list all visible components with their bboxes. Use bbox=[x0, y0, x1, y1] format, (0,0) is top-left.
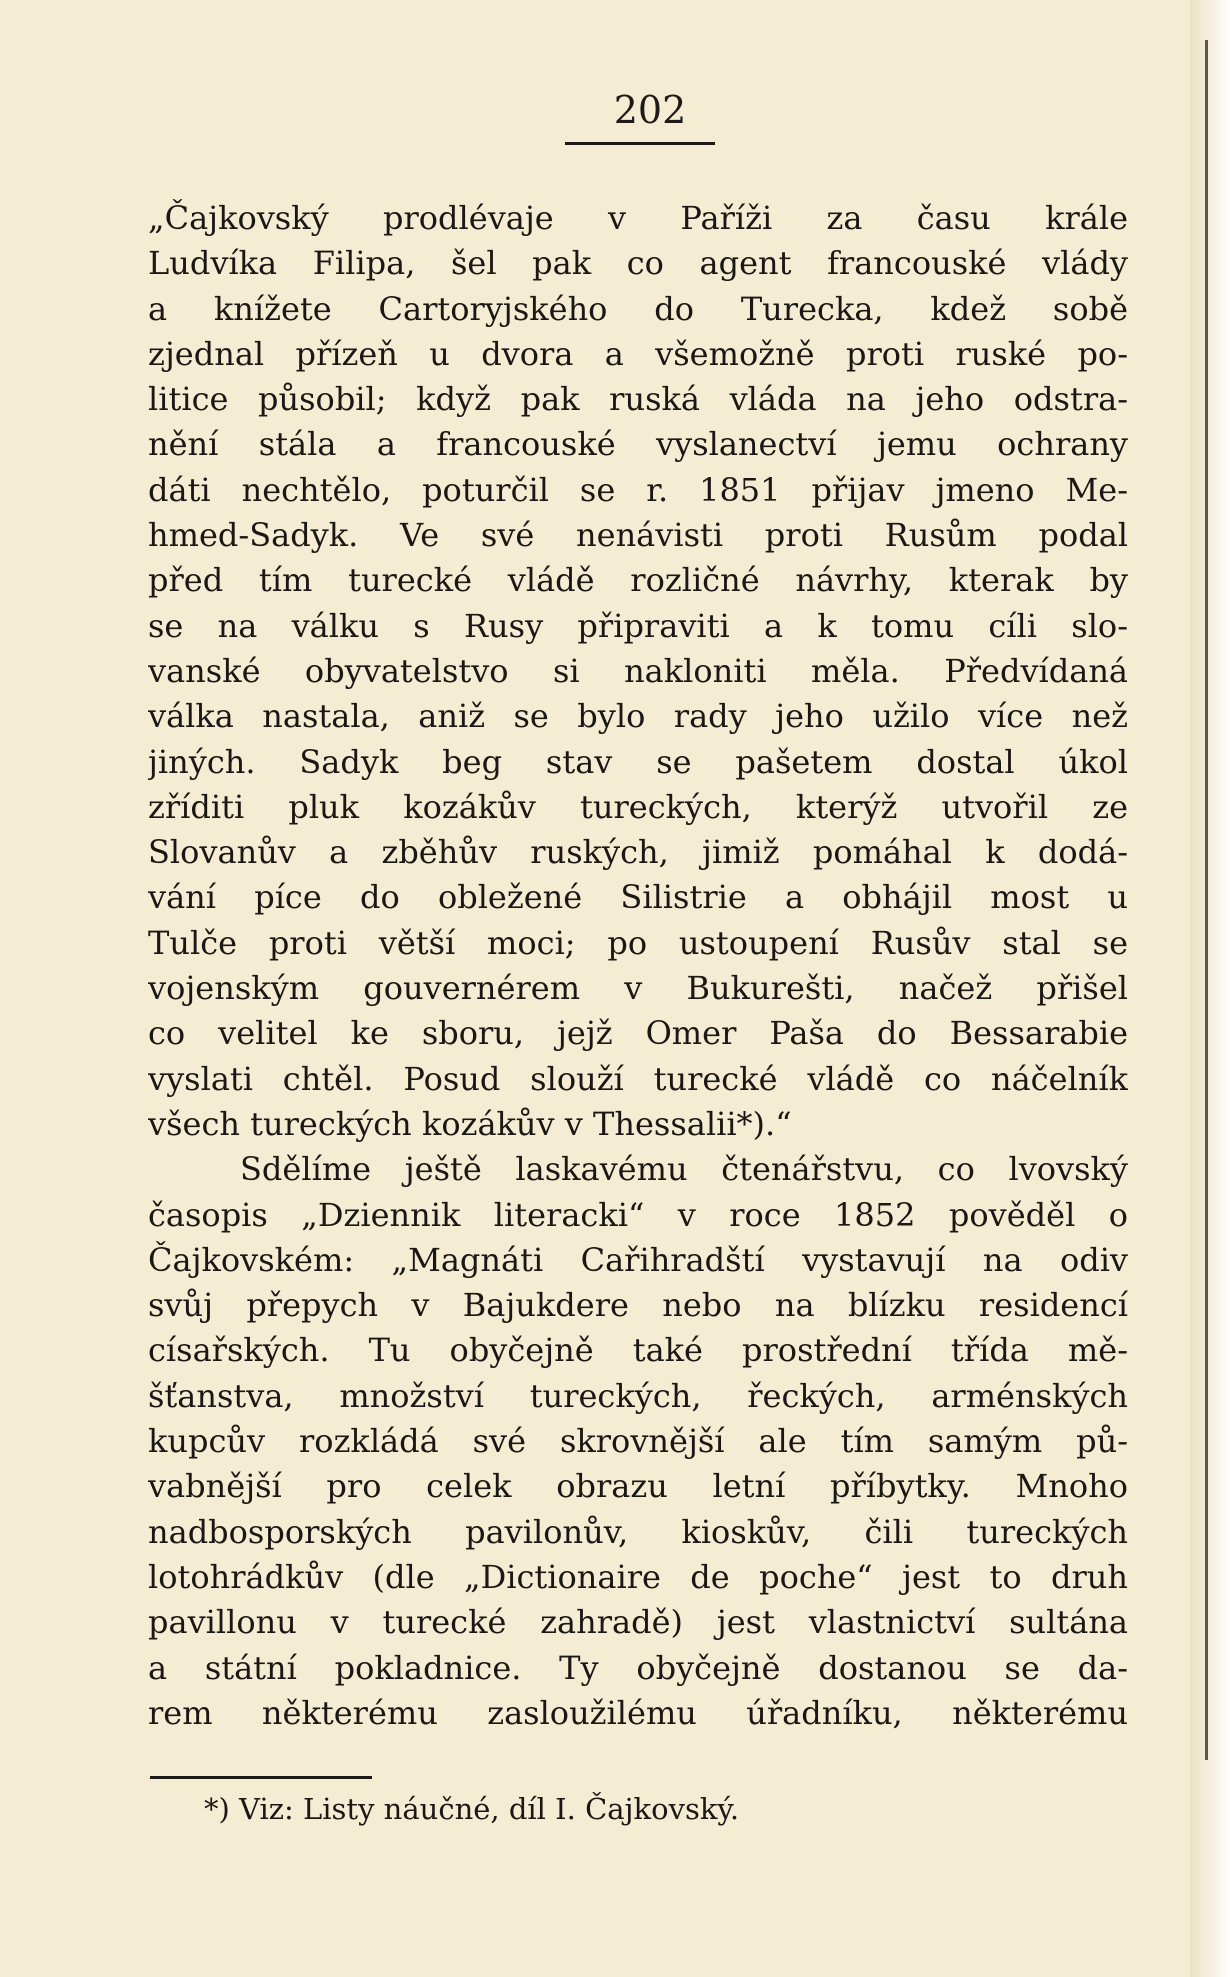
text-line: Slovanův a zběhův ruských, jimiž pomáhal k dodá- bbox=[148, 833, 1128, 872]
text-line: Sdělíme ještě laskavému čtenářstvu, co lvovský bbox=[240, 1150, 1128, 1189]
body-text bbox=[148, 196, 1128, 1736]
page-number: 202 bbox=[613, 88, 687, 132]
text-line: a knížete Cartoryjského do Turecka, kdež sobě bbox=[148, 289, 1128, 328]
text-line: vání píce do obležené Silistrie a obhájil most u bbox=[148, 878, 1128, 917]
text-line: vabnější pro celek obrazu letní příbytky. Mnoho bbox=[148, 1467, 1128, 1506]
text-line: před tím turecké vládě rozličné návrhy, kterak by bbox=[148, 561, 1128, 600]
text-line: se na válku s Rusy připraviti a k tomu cíli slo- bbox=[148, 606, 1128, 645]
text-line: rem některému zasloužilému úřadníku, některému bbox=[148, 1693, 1128, 1732]
text-line: vyslati chtěl. Posud slouží turecké vládě co náčelník bbox=[148, 1059, 1128, 1098]
text-line: vojenským gouvernérem v Bukurešti, načež přišel bbox=[148, 969, 1128, 1008]
text-line: jiných. Sadyk beg stav se pašetem dostal úkol bbox=[148, 742, 1128, 781]
text-line: dáti nechtělo, poturčil se r. 1851 přijav jmeno Me- bbox=[148, 470, 1128, 509]
text-line: nadbosporských pavilonův, kioskův, čili tureckých bbox=[148, 1512, 1128, 1551]
binding-shadow bbox=[1205, 40, 1208, 1760]
text-line: pavillonu v turecké zahradě) jest vlastnictví sultána bbox=[148, 1603, 1128, 1642]
text-line: a státní pokladnice. Ty obyčejně dostanou se da- bbox=[148, 1648, 1128, 1687]
text-line: šťanstva, množství tureckých, řeckých, arménských bbox=[148, 1376, 1128, 1415]
page-edge bbox=[1190, 0, 1230, 1977]
text-line: nění stála a francouské vyslanectví jemu ochrany bbox=[148, 425, 1128, 464]
text-line: zříditi pluk kozákův tureckých, kterýž utvořil ze bbox=[148, 787, 1128, 826]
text-line: Tulče proti větší moci; po ustoupení Rusův stal se bbox=[148, 923, 1128, 962]
text-line: co velitel ke sboru, jejž Omer Paša do Bessarabie bbox=[148, 1014, 1128, 1053]
text-line: vanské obyvatelstvo si nakloniti měla. Předvídaná bbox=[148, 651, 1128, 690]
text-line: kupcův rozkládá své skrovnější ale tím samým pů- bbox=[148, 1422, 1128, 1461]
text-line: „Čajkovský prodlévaje v Paříži za času krále bbox=[148, 199, 1128, 237]
text-line: časopis „Dziennik literacki“ v roce 1852 pověděl o bbox=[148, 1195, 1128, 1234]
text-line: zjednal přízeň u dvora a všemožně proti ruské po- bbox=[148, 334, 1128, 373]
footnote-rule bbox=[150, 1776, 372, 1779]
text-line: válka nastala, aniž se bylo rady jeho užilo více než bbox=[148, 697, 1128, 736]
text-line: lotohrádkův (dle „Dictionaire de poche“ jest to druh bbox=[148, 1557, 1128, 1596]
text-line: hmed-Sadyk. Ve své nenávisti proti Rusům podal bbox=[148, 516, 1128, 555]
text-line: všech tureckých kozákův v Thessalii*).“ bbox=[148, 1104, 792, 1143]
text-line: Ludvíka Filipa, šel pak co agent francouské vlády bbox=[148, 244, 1128, 283]
text-line: litice působil; když pak ruská vláda na jeho odstra- bbox=[148, 380, 1128, 419]
footnote: *) Viz: Listy náučné, díl I. Čajkovský. bbox=[204, 1792, 740, 1826]
page-number-rule bbox=[565, 142, 715, 145]
text-line: císařských. Tu obyčejně také prostřední třída mě- bbox=[148, 1331, 1128, 1370]
text-line: svůj přepych v Bajukdere nebo na blízku residencí bbox=[148, 1286, 1128, 1325]
text-line: Čajkovském: „Magnáti Cařihradští vystavují na odiv bbox=[148, 1240, 1128, 1279]
